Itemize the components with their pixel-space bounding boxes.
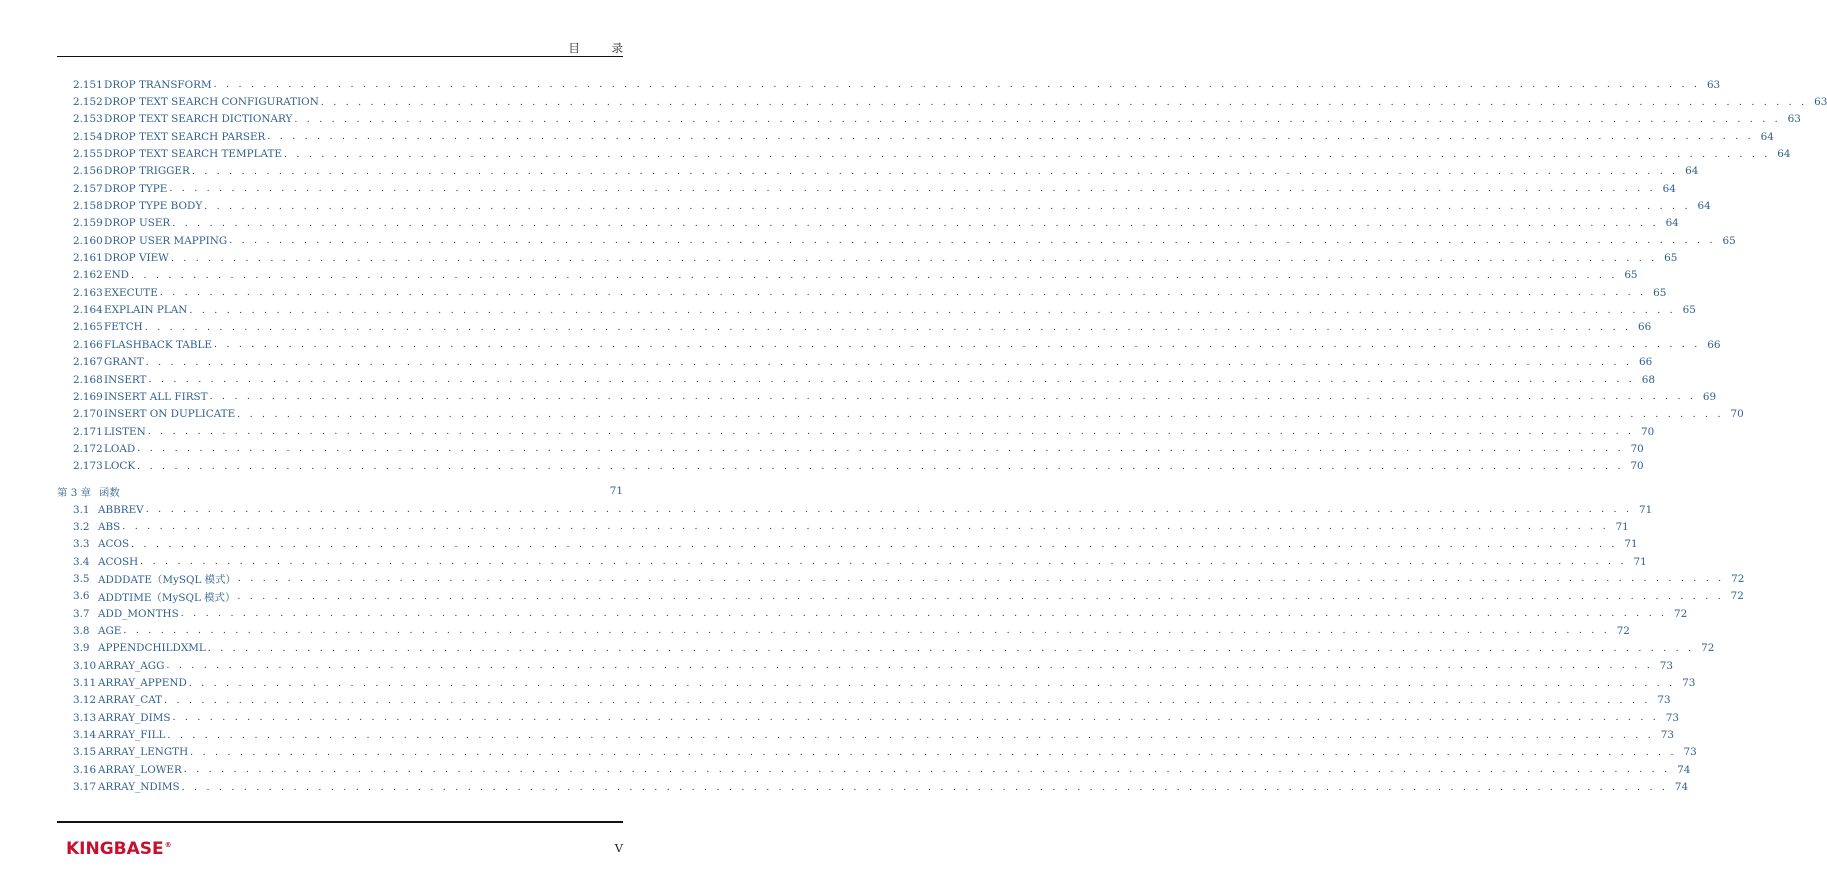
toc-page-number[interactable]: 64	[1777, 148, 1791, 161]
toc-entry[interactable]	[57, 553, 1647, 570]
toc-leader-dots: . . . . . . . . . . . . . . . . . . . . . . . . . . . . . . . . . . . . . . . . . . . . . . . . . . . . . . . . . . . . . . . . . . . . . . . . . . . . . . . . . . . . . . . . . . . . . . . . . . . . . . . . . . . . . . . . . . . . . . . .	[229, 235, 1716, 247]
toc-entry[interactable]	[57, 726, 1674, 743]
toc-section-title[interactable]: AGE	[98, 624, 122, 637]
toc-entry[interactable]	[57, 267, 1638, 284]
toc-entry[interactable]	[57, 197, 1711, 214]
toc-section-number[interactable]: 3.17	[73, 781, 97, 794]
toc-section-number[interactable]: 2.157	[73, 182, 103, 195]
toc-leader-dots: . . . . . . . . . . . . . . . . . . . . . . . . . . . . . . . . . . . . . . . . . . . . . . . . . . . . . . . . . . . . . . . . . . . . . . . . . . . . . . . . . . . . . . . . . . . . . . . . . . . . . . . . . . . . . . . . . . . . . . . .	[131, 269, 1618, 281]
toc-entry[interactable]	[57, 761, 1691, 778]
toc-page-number[interactable]: 65	[1624, 269, 1638, 282]
toc-section-number[interactable]: 3.2	[73, 520, 90, 533]
toc-leader-dots: . . . . . . . . . . . . . . . . . . . . . . . . . . . . . . . . . . . . . . . . . . . . . . . . . . . . . . . . . . . . . . . . . . . . . . . . . . . . . . . . . . . . . . . . . . . . . . . . . . . . . . . . . . . . . . . . . . . . . . . .	[190, 746, 1677, 758]
toc-section-title[interactable]: ARRAY_LOWER	[98, 763, 182, 776]
toc-page-number[interactable]: 73	[1683, 746, 1697, 759]
toc-leader-dots: . . . . . . . . . . . . . . . . . . . . . . . . . . . . . . . . . . . . . . . . . . . . . . . . . . . . . . . . . . . . . . . . . . . . . . . . . . . . . . . . . . . . . . . . . . . . . . . . . . . . . . . . . . . . . . . . . . . . . . . .	[140, 556, 1627, 568]
toc-chapter-entry[interactable]	[57, 482, 623, 501]
toc-entry[interactable]	[57, 145, 1791, 162]
toc-page-number[interactable]: 72	[1730, 590, 1744, 603]
toc-section-number[interactable]: 2.168	[73, 373, 103, 386]
toc-section-number[interactable]: 3.8	[73, 624, 90, 637]
toc-leader-dots: . . . . . . . . . . . . . . . . . . . . . . . . . . . . . . . . . . . . . . . . . . . . . . . . . . . . . . . . . . . . . . . . . . . . . . . . . . . . . . . . . . . . . . . . . . . . . . . . . . . . . . . . . . . . . . . . . . . . . . . .	[147, 426, 1635, 438]
toc-section-title[interactable]: DROP TRANSFORM	[104, 78, 212, 91]
toc-section-number[interactable]: 2.153	[73, 113, 103, 126]
toc-section-title[interactable]: DROP TYPE	[104, 182, 168, 195]
toc-entry[interactable]	[57, 440, 1644, 457]
toc-leader-dots: . . . . . . . . . . . . . . . . . . . . . . . . . . . . . . . . . . . . . . . . . . . . . . . . . . . . . . . . . . . . . . . . . . . . . . . . . . . . . . . . . . . . . . . . . . . . . . . . . . . . . . . . . . . . . . . . . . . . . . . .	[145, 356, 1633, 368]
toc-entry[interactable]	[57, 249, 1678, 266]
toc-section-number[interactable]: 2.169	[73, 390, 103, 403]
toc-entry[interactable]	[57, 423, 1655, 440]
toc-page-number[interactable]: 63	[1787, 113, 1801, 126]
toc-section-number[interactable]: 2.162	[73, 269, 103, 282]
toc-leader-dots: . . . . . . . . . . . . . . . . . . . . . . . . . . . . . . . . . . . . . . . . . . . . . . . . . . . . . . . . . . . . . . . . . . . . . . . . . . . . . . . . . . . . . . . . . . . . . . . . . . . . . . . . . . . . . . . . . . . . . . . .	[189, 304, 1676, 316]
toc-leader-dots: . . . . . . . . . . . . . . . . . . . . . . . . . . . . . . . . . . . . . . . . . . . . . . . . . . . . . . . . . . . . . . . . . . . . . . . . . . . . . . . . . . . . . . . . . . . . . . . . . . . . . . . . . . . . . . . . . . . . . . . .	[148, 374, 1636, 386]
toc-leader-dots: . . . . . . . . . . . . . . . . . . . . . . . . . . . . . . . . . . . . . . . . . . . . . . . . . . . . . . . . . . . . . . . . . . . . . . . . . . . . . . . . . . . . . . . . . . . . . . . . . . . . . . . . . . . . . . . . . . . . . . . .	[191, 165, 1679, 177]
toc-entry[interactable]	[57, 163, 1699, 180]
toc-entry[interactable]	[57, 640, 1715, 657]
toc-entry[interactable]	[57, 657, 1673, 674]
toc-leader-dots: . . . . . . . . . . . . . . . . . . . . . . . . . . . . . . . . . . . . . . . . . . . . . . . . . . . . . . . . . . . . . . . . . . . . . . . . . . . . . . . . . . . . . . . . . . . . . . . . . . . . . . . . . . . . . . . . . . . . . . . .	[172, 217, 1659, 229]
toc-leader-dots: . . . . . . . . . . . . . . . . . . . . . . . . . . . . . . . . . . . . . . . . . . . . . . . . . . . . . . . . . . . . . . . . . . . . . . . . . . . . . . . . . . . . . . . . . . . . . . . . . . . . . . . . . . . . . . . . . . . . . . . .	[167, 729, 1654, 741]
toc-section-title[interactable]: LOAD	[104, 442, 136, 455]
toc-page-number[interactable]: 71	[1624, 538, 1638, 551]
toc-section-number[interactable]: 3.4	[73, 555, 90, 568]
toc-section-title[interactable]: INSERT ON DUPLICATE	[104, 408, 236, 421]
toc-section-number[interactable]: 3.6	[73, 590, 90, 603]
toc-leader-dots: . . . . . . . . . . . . . . . . . . . . . . . . . . . . . . . . . . . . . . . . . . . . . . . . . . . . . . . . . . . . . . . . . . . . . . . . . . . . . . . . . . . . . . . . . . . . . . . . . . . . . . . . . . . . . . . . . . . . . . . .	[213, 339, 1701, 351]
toc-section-title[interactable]: DROP USER	[104, 217, 171, 230]
toc-leader-dots: . . . . . . . . . . . . . . . . . . . . . . . . . . . . . . . . . . . . . . . . . . . . . . . . . . . . . . . . . . . . . . . . . . . . . . . . . . . . . . . . . . . . . . . . . . . . . . . . . . . . . . . . . . . . . . . . . . . . . . . .	[164, 694, 1651, 706]
toc-entry[interactable]	[57, 744, 1697, 761]
toc-page-number[interactable]: 71	[1638, 503, 1653, 516]
toc-leader-dots: . . . . . . . . . . . . . . . . . . . . . . . . . . . . . . . . . . . . . . . . . . . . . . . . . . . . . . . . . . . . . . . . . . . . . . . . . . . . . . . . . . . . . . . . . . . . . . . . . . . . . . . . . . . . . . . . . . . . . . . .	[181, 781, 1669, 793]
toc-section-number[interactable]: 2.165	[73, 321, 103, 334]
toc-section-number[interactable]: 3.10	[73, 659, 97, 672]
toc-section-title[interactable]: GRANT	[104, 356, 144, 369]
toc-section-title[interactable]: ABBREV	[98, 503, 144, 516]
toc-section-title[interactable]: ARRAY_APPEND	[98, 677, 187, 690]
toc-section-number[interactable]: 2.151	[73, 78, 103, 91]
toc-page-number[interactable]: 73	[1660, 729, 1674, 742]
toc-entry[interactable]	[57, 778, 1689, 795]
toc-leader-dots: . . . . . . . . . . . . . . . . . . . . . . . . . . . . . . . . . . . . . . . . . . . . . . . . . . . . . . . . . . . . . . . . . . . . . . . . . . . . . . . . . . . . . . . . . . . . . . . . . . . . . . . . . . . . . . . . . . . . . . . .	[122, 521, 1609, 533]
toc-page-number[interactable]: 70	[1630, 442, 1644, 455]
toc-entry[interactable]	[57, 232, 1736, 249]
toc-section-number[interactable]: 2.173	[73, 460, 103, 473]
logo-text: KINGBASE	[66, 839, 164, 859]
toc-leader-dots: . . . . . . . . . . . . . . . . . . . . . . . . . . . . . . . . . . . . . . . . . . . . . . . . . . . . . . . . . . . . . . . . . . . . . . . . . . . . . . . . . . . . . . . . . . . . . . . . . . . . . . . . . . . . . . . . . . . . . . . .	[237, 590, 1724, 602]
toc-page-number[interactable]: 70	[1641, 425, 1655, 438]
toc-section-title[interactable]: INSERT ALL FIRST	[104, 390, 208, 403]
toc-page-number[interactable]: 71	[1615, 520, 1629, 533]
toc-page-number[interactable]: 66	[1638, 321, 1652, 334]
toc-entry[interactable]	[57, 501, 1653, 518]
toc-section-number[interactable]: 3.16	[73, 763, 97, 776]
toc-page-number[interactable]: 72	[1701, 642, 1715, 655]
table-of-contents	[57, 76, 1827, 796]
toc-page-number[interactable]: 71	[1633, 555, 1647, 568]
page-header	[57, 38, 637, 56]
toc-leader-dots: . . . . . . . . . . . . . . . . . . . . . . . . . . . . . . . . . . . . . . . . . . . . . . . . . . . . . . . . . . . . . . . . . . . . . . . . . . . . . . . . . . . . . . . . . . . . . . . . . . . . . . . . . . . . . . . . . . . . . . . .	[180, 608, 1668, 620]
toc-entry[interactable]	[57, 354, 1653, 371]
toc-entry[interactable]	[57, 518, 1629, 535]
toc-entry[interactable]	[57, 622, 1630, 639]
toc-section-title[interactable]: ACOS	[98, 538, 130, 551]
toc-page-number[interactable]: 64	[1665, 217, 1679, 230]
toc-section-number[interactable]: 2.159	[73, 217, 103, 230]
toc-section-title[interactable]: DROP TEXT SEARCH TEMPLATE	[104, 148, 282, 161]
toc-entry[interactable]	[57, 111, 1801, 128]
toc-section-number[interactable]: 2.152	[73, 96, 103, 109]
toc-section-number[interactable]: 2.170	[73, 408, 103, 421]
toc-page-number[interactable]: 65	[1664, 252, 1678, 265]
toc-page-number[interactable]: 74	[1674, 781, 1689, 794]
toc-section-title[interactable]: DROP TEXT SEARCH PARSER	[104, 130, 266, 143]
toc-section-number[interactable]: 3.1	[73, 503, 90, 516]
toc-section-title[interactable]: ARRAY_AGG	[98, 659, 165, 672]
toc-page-number[interactable]: 64	[1697, 200, 1711, 213]
header-title: 目 录	[568, 41, 637, 55]
toc-section-title[interactable]: ARRAY_NDIMS	[98, 781, 180, 794]
toc-page-number[interactable]: 73	[1657, 694, 1671, 707]
toc-leader-dots: . . . . . . . . . . . . . . . . . . . . . . . . . . . . . . . . . . . . . . . . . . . . . . . . . . . . . . . . . . . . . . . . . . . . . . . . . . . . . . . . . . . . . . . . . . . . . . . . . . . . . . . . . . . . . . . . . . . . . . . .	[283, 148, 1771, 160]
toc-page-number[interactable]: 74	[1677, 763, 1691, 776]
toc-page-number[interactable]: 66	[1638, 356, 1653, 369]
toc-entry[interactable]	[57, 605, 1688, 622]
toc-leader-dots: . . . . . . . . . . . . . . . . . . . . . . . . . . . . . . . . . . . . . . . . . . . . . . . . . . . . . . . . . . . . . . . . . . . . . . . . . . . . . . . . . . . . . . . . . . . . . . . . . . . . . . . . . . . . . . . . . . . . . . . .	[213, 79, 1701, 91]
toc-leader-dots: . . . . . . . . . . . . . . . . . . . . . . . . . . . . . . . . . . . . . . . . . . . . . . . . . . . . . . . . . . . . . . . . . . . . . . . . . . . . . . . . . . . . . . . . . . . . . . . . . . . . . . . . . . . . . . . . . . . . . . . .	[159, 287, 1647, 299]
toc-section-number[interactable]: 3.14	[73, 729, 97, 742]
toc-section-number[interactable]: 2.167	[73, 356, 103, 369]
toc-leader-dots: . . . . . . . . . . . . . . . . . . . . . . . . . . . . . . . . . . . . . . . . . . . . . . . . . . . . . . . . . . . . . . . . . . . . . . . . . . . . . . . . . . . . . . . . . . . . . . . . . . . . . . . . . . . . . . . . . . . . . . . .	[145, 504, 1633, 516]
toc-section-title[interactable]: LISTEN	[104, 425, 146, 438]
toc-entry[interactable]	[57, 76, 1721, 93]
toc-entry[interactable]	[57, 388, 1717, 405]
toc-section-title[interactable]: LOCK	[104, 460, 136, 473]
toc-page-number[interactable]: 71	[609, 485, 623, 498]
toc-entry[interactable]	[57, 692, 1671, 709]
toc-section-title[interactable]: EXPLAIN PLAN	[104, 304, 188, 317]
toc-page-number[interactable]: 64	[1662, 182, 1676, 195]
toc-entry[interactable]	[57, 536, 1638, 553]
toc-page-number[interactable]: 64	[1760, 130, 1774, 143]
toc-page-number[interactable]: 65	[1682, 304, 1696, 317]
kingbase-logo	[66, 839, 172, 859]
toc-section-title[interactable]: ARRAY_CAT	[98, 694, 163, 707]
toc-page-number[interactable]: 73	[1659, 659, 1673, 672]
toc-section-title[interactable]: DROP TYPE BODY	[104, 200, 203, 213]
toc-chapter-number: 第 3 章	[57, 486, 91, 499]
toc-leader-dots: . . . . . . . . . . . . . . . . . . . . . . . . . . . . . . . . . . . . . . . . . . . . . . . . . . . . . . . . . . . . . . . . . . . . . . . . . . . . . . . . . . . . . . . . . . . . . . . . . . . . . . . . . . . . . . . . . . . . . . . .	[172, 712, 1660, 724]
toc-section-title[interactable]: DROP USER MAPPING	[104, 234, 228, 247]
toc-leader-dots: . . . . . . . . . . . . . . . . . . . . . . . . . . . . . . . . . . . . . . . . . . . . . . . . . . . . . . . . . . . . . . . . . . . . . . . . . . . . . . . . . . . . . . . . . . . . . . . . . . . . . . . . . . . . . . . . . . . . . . . .	[237, 408, 1724, 420]
toc-entry[interactable]	[57, 128, 1774, 145]
toc-leader-dots: . . . . . . . . . . . . . . . . . . . . . . . . . . . . . . . . . . . . . . . . . . . . . . . . . . . . . . . . . . . . . . . . . . . . . . . . . . . . . . . . . . . . . . . . . . . . . . . . . . . . . . . . . . . . . . . . . . . . . . . .	[123, 625, 1610, 637]
toc-section-number[interactable]: 2.154	[73, 130, 103, 143]
toc-leader-dots: . . . . . . . . . . . . . . . . . . . . . . . . . . . . . . . . . . . . . . . . . . . . . . . . . . . . . . . . . . . . . . . . . . . . . . . . . . . . . . . . . . . . . . . . . . . . . . . . . . . . . . . . . . . . . . . . . . . . . . . .	[170, 252, 1658, 264]
toc-page-number[interactable]: 64	[1685, 165, 1699, 178]
toc-page-number[interactable]: 63	[1706, 78, 1721, 91]
toc-section-number[interactable]: 3.11	[73, 677, 97, 690]
header-rule	[57, 56, 623, 57]
toc-chapter-title[interactable]: 函数	[99, 486, 120, 499]
toc-page-number[interactable]: 73	[1665, 711, 1680, 724]
toc-entry[interactable]	[57, 93, 1827, 110]
toc-section-title[interactable]: ACOSH	[98, 555, 139, 568]
toc-section-number[interactable]: 2.163	[73, 286, 103, 299]
toc-section-title[interactable]: ARRAY_LENGTH	[98, 746, 189, 759]
toc-section-number[interactable]: 2.155	[73, 148, 103, 161]
toc-section-title[interactable]: ADD_MONTHS	[98, 607, 179, 620]
toc-entry[interactable]	[57, 458, 1644, 475]
toc-section-number[interactable]: 2.158	[73, 200, 103, 213]
toc-entry[interactable]	[57, 336, 1721, 353]
toc-page-number[interactable]: 72	[1616, 624, 1630, 637]
toc-leader-dots: . . . . . . . . . . . . . . . . . . . . . . . . . . . . . . . . . . . . . . . . . . . . . . . . . . . . . . . . . . . . . . . . . . . . . . . . . . . . . . . . . . . . . . . . . . . . . . . . . . . . . . . . . . . . . . . . . . . . . . . .	[131, 538, 1618, 550]
toc-entry[interactable]	[57, 215, 1679, 232]
toc-section-number[interactable]: 2.171	[73, 425, 103, 438]
toc-entry[interactable]	[57, 371, 1656, 388]
toc-page-number[interactable]: 72	[1674, 607, 1688, 620]
toc-section-number[interactable]: 3.9	[73, 642, 90, 655]
toc-leader-dots: . . . . . . . . . . . . . . . . . . . . . . . . . . . . . . . . . . . . . . . . . . . . . . . . . . . . . . . . . . . . . . . . . . . . . . . . . . . . . . . . . . . . . . . . . . . . . . . . . . . . . . . . . . . . . . . . . . . . . . . .	[267, 131, 1754, 143]
toc-leader-dots: . . . . . . . . . . . . . . . . . . . . . . . . . . . . . . . . . . . . . . . . . . . . . . . . . . . . . . . . . . . . . . . . . . . . . . . . . . . . . . . . . . . . . . . . . . . . . . . . . . . . . . . . . . . . . . . . . . . . . . . .	[144, 321, 1632, 333]
toc-section-title[interactable]: EXECUTE	[104, 286, 158, 299]
toc-section-title[interactable]: DROP TEXT SEARCH CONFIGURATION	[104, 96, 319, 109]
toc-entry[interactable]	[57, 709, 1680, 726]
toc-leader-dots: . . . . . . . . . . . . . . . . . . . . . . . . . . . . . . . . . . . . . . . . . . . . . . . . . . . . . . . . . . . . . . . . . . . . . . . . . . . . . . . . . . . . . . . . . . . . . . . . . . . . . . . . . . . . . . . . . . . . . . . .	[294, 113, 1781, 125]
toc-section-number[interactable]: 2.164	[73, 304, 103, 317]
toc-section-title[interactable]: ADDTIME（MySQL 模式）	[98, 591, 236, 604]
toc-section-number[interactable]: 3.15	[73, 746, 97, 759]
toc-leader-dots: . . . . . . . . . . . . . . . . . . . . . . . . . . . . . . . . . . . . . . . . . . . . . . . . . . . . . . . . . . . . . . . . . . . . . . . . . . . . . . . . . . . . . . . . . . . . . . . . . . . . . . . . . . . . . . . . . . . . . . . .	[166, 660, 1653, 672]
toc-leader-dots: . . . . . . . . . . . . . . . . . . . . . . . . . . . . . . . . . . . . . . . . . . . . . . . . . . . . . . . . . . . . . . . . . . . . . . . . . . . . . . . . . . . . . . . . . . . . . . . . . . . . . . . . . . . . . . . . . . . . . . . .	[183, 764, 1671, 776]
toc-section-number[interactable]: 3.7	[73, 607, 90, 620]
toc-leader-dots: . . . . . . . . . . . . . . . . . . . . . . . . . . . . . . . . . . . . . . . . . . . . . . . . . . . . . . . . . . . . . . . . . . . . . . . . . . . . . . . . . . . . . . . . . . . . . . . . . . . . . . . . . . . . . . . . . . . . . . . .	[209, 391, 1697, 403]
toc-entry[interactable]	[57, 588, 1744, 605]
toc-section-title[interactable]: ARRAY_DIMS	[98, 711, 171, 724]
toc-page-number[interactable]: 68	[1641, 373, 1656, 386]
toc-section-number[interactable]: 2.156	[73, 165, 103, 178]
toc-section-title[interactable]: ADDDATE（MySQL 模式）	[98, 574, 236, 587]
toc-leader-dots: . . . . . . . . . . . . . . . . . . . . . . . . . . . . . . . . . . . . . . . . . . . . . . . . . . . . . . . . . . . . . . . . . . . . . . . . . . . . . . . . . . . . . . . . . . . . . . . . . . . . . . . . . . . . . . . . . . . . . . . .	[237, 573, 1725, 585]
toc-section-number[interactable]: 3.3	[73, 538, 90, 551]
toc-section-title[interactable]: FLASHBACK TABLE	[104, 338, 212, 351]
toc-entry[interactable]	[57, 406, 1744, 423]
toc-page-number[interactable]: 65	[1722, 234, 1736, 247]
toc-section-number[interactable]: 3.13	[73, 711, 97, 724]
toc-page-number[interactable]: 69	[1702, 390, 1717, 403]
toc-leader-dots: . . . . . . . . . . . . . . . . . . . . . . . . . . . . . . . . . . . . . . . . . . . . . . . . . . . . . . . . . . . . . . . . . . . . . . . . . . . . . . . . . . . . . . . . . . . . . . . . . . . . . . . . . . . . . . . . . . . . . . . .	[137, 443, 1624, 455]
toc-section-number[interactable]: 3.5	[73, 572, 90, 585]
toc-page-number[interactable]: 70	[1730, 408, 1744, 421]
toc-section-number[interactable]: 2.161	[73, 252, 103, 265]
toc-section-title[interactable]: ARRAY_FILL	[98, 729, 166, 742]
toc-leader-dots: . . . . . . . . . . . . . . . . . . . . . . . . . . . . . . . . . . . . . . . . . . . . . . . . . . . . . . . . . . . . . . . . . . . . . . . . . . . . . . . . . . . . . . . . . . . . . . . . . . . . . . . . . . . . . . . . . . . . . . . .	[320, 96, 1808, 108]
toc-entry[interactable]	[57, 570, 1745, 587]
toc-section-title[interactable]: ABS	[98, 520, 121, 533]
toc-page-number[interactable]: 70	[1630, 460, 1644, 473]
toc-section-title[interactable]: END	[104, 269, 130, 282]
toc-section-number[interactable]: 3.12	[73, 694, 97, 707]
toc-page-number[interactable]: 73	[1682, 677, 1696, 690]
toc-entry[interactable]	[57, 674, 1696, 691]
toc-page-number[interactable]: 66	[1707, 338, 1721, 351]
toc-section-title[interactable]: APPENDCHILDXML	[98, 642, 206, 655]
toc-section-number[interactable]: 2.172	[73, 442, 103, 455]
toc-section-number[interactable]: 2.160	[73, 234, 103, 247]
toc-section-number[interactable]: 2.166	[73, 338, 103, 351]
page-number: V	[614, 841, 623, 855]
toc-page-number[interactable]: 72	[1731, 572, 1745, 585]
toc-leader-dots: . . . . . . . . . . . . . . . . . . . . . . . . . . . . . . . . . . . . . . . . . . . . . . . . . . . . . . . . . . . . . . . . . . . . . . . . . . . . . . . . . . . . . . . . . . . . . . . . . . . . . . . . . . . . . . . . . . . . . . . .	[137, 460, 1624, 472]
footer-rule	[57, 821, 623, 823]
toc-leader-dots: . . . . . . . . . . . . . . . . . . . . . . . . . . . . . . . . . . . . . . . . . . . . . . . . . . . . . . . . . . . . . . . . . . . . . . . . . . . . . . . . . . . . . . . . . . . . . . . . . . . . . . . . . . . . . . . . . . . . . . . .	[169, 183, 1656, 195]
registered-mark-icon: ®	[164, 841, 172, 849]
toc-page-number[interactable]: 65	[1653, 286, 1667, 299]
toc-entry[interactable]	[57, 319, 1652, 336]
toc-section-title[interactable]: INSERT	[104, 373, 147, 386]
toc-section-title[interactable]: DROP TEXT SEARCH DICTIONARY	[104, 113, 293, 126]
toc-entry[interactable]	[57, 284, 1667, 301]
toc-page-number[interactable]: 63	[1814, 96, 1827, 109]
toc-leader-dots: . . . . . . . . . . . . . . . . . . . . . . . . . . . . . . . . . . . . . . . . . . . . . . . . . . . . . . . . . . . . . . . . . . . . . . . . . . . . . . . . . . . . . . . . . . . . . . . . . . . . . . . . . . . . . . . . . . . . . . . .	[204, 200, 1691, 212]
toc-leader-dots: . . . . . . . . . . . . . . . . . . . . . . . . . . . . . . . . . . . . . . . . . . . . . . . . . . . . . . . . . . . . . . . . . . . . . . . . . . . . . . . . . . . . . . . . . . . . . . . . . . . . . . . . . . . . . . . . . . . . . . . .	[207, 642, 1695, 654]
toc-entry[interactable]	[57, 180, 1676, 197]
toc-section-title[interactable]: FETCH	[104, 321, 143, 334]
toc-section-title[interactable]: DROP VIEW	[104, 252, 169, 265]
toc-section-title[interactable]: DROP TRIGGER	[104, 165, 190, 178]
toc-entry[interactable]	[57, 301, 1696, 318]
toc-leader-dots: . . . . . . . . . . . . . . . . . . . . . . . . . . . . . . . . . . . . . . . . . . . . . . . . . . . . . . . . . . . . . . . . . . . . . . . . . . . . . . . . . . . . . . . . . . . . . . . . . . . . . . . . . . . . . . . . . . . . . . . .	[188, 677, 1676, 689]
